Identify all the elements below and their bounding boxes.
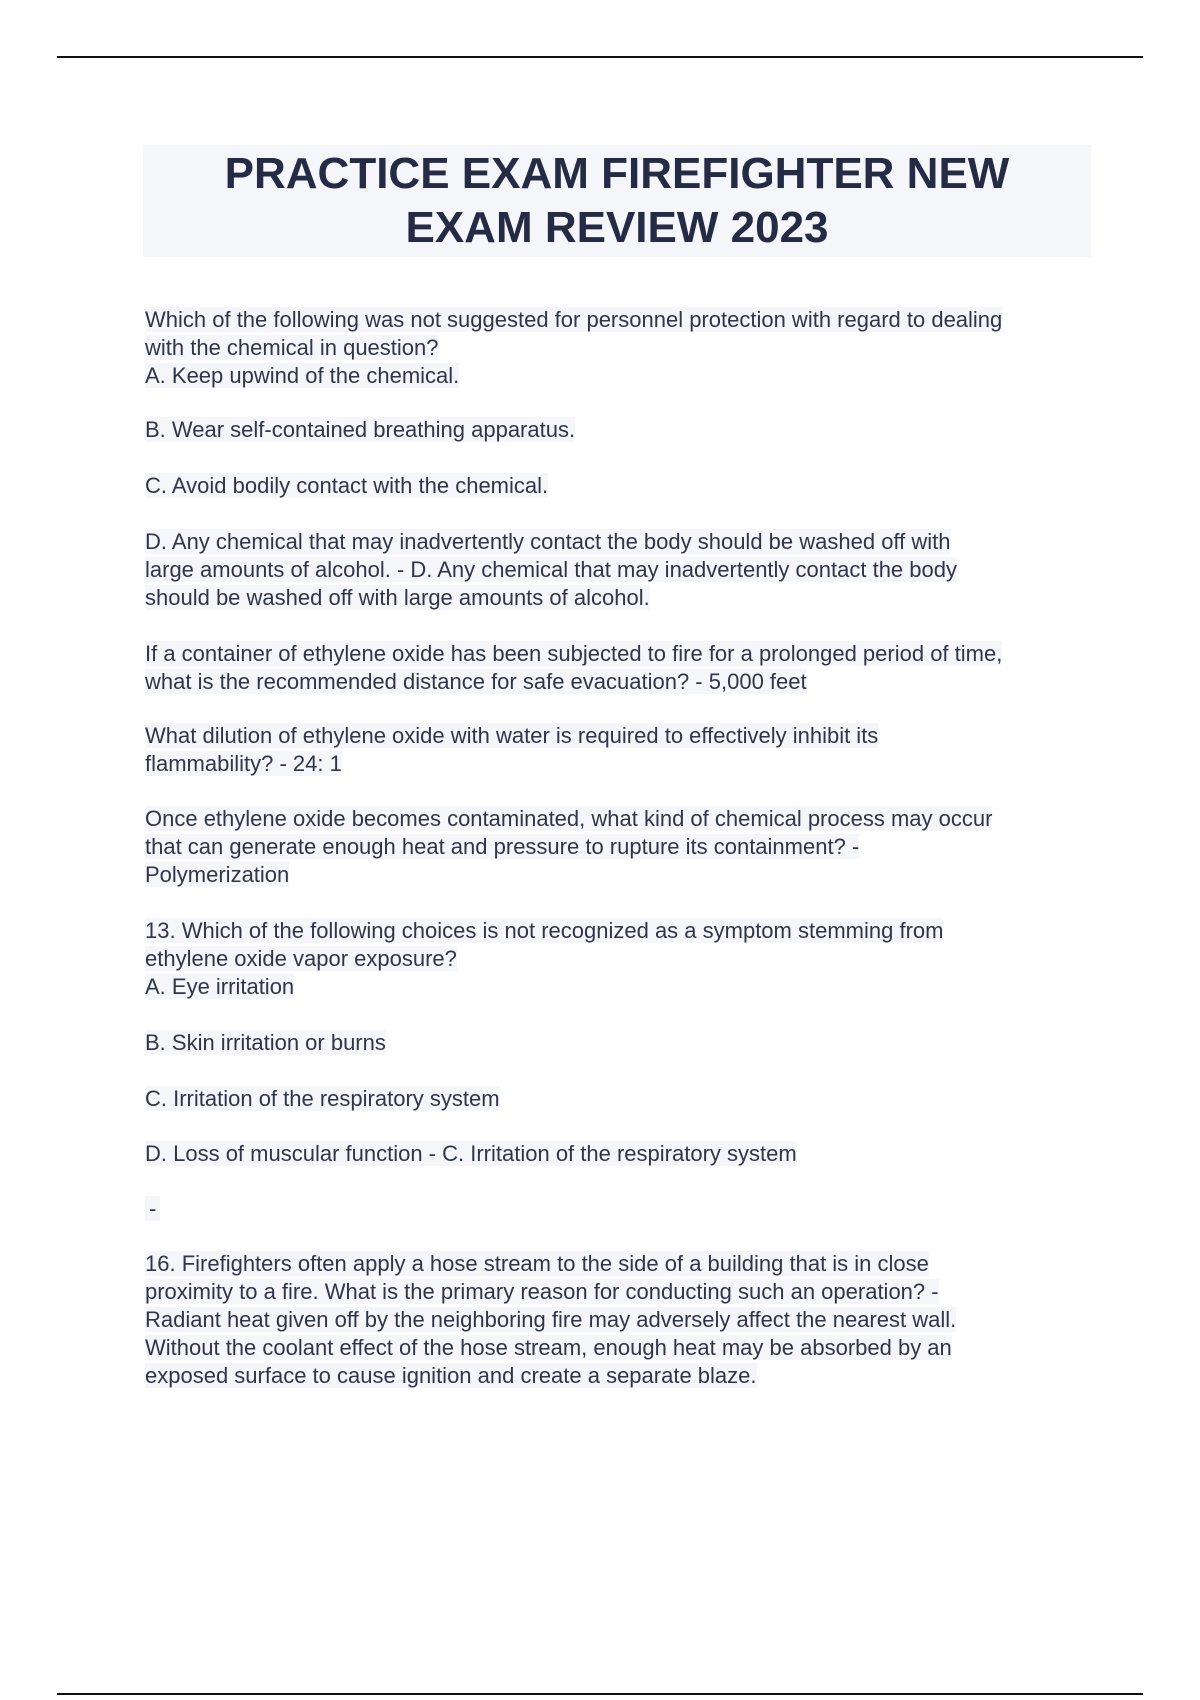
qa-item xyxy=(145,640,1090,696)
text-line: Which of the following was not suggested for personnel protection with regard to dealing xyxy=(145,307,1003,332)
qa-item xyxy=(145,1085,1090,1113)
qa-item xyxy=(145,722,1090,778)
qa-item xyxy=(145,1250,1090,1390)
text-line: - xyxy=(145,1196,160,1221)
page-title xyxy=(225,147,1010,255)
text-line: A. Eye irritation xyxy=(145,974,295,999)
text-line: D. Loss of muscular function - C. Irritation of the respiratory system xyxy=(145,1141,797,1166)
text-line: C. Avoid bodily contact with the chemical. xyxy=(145,473,549,498)
text-line: B. Skin irritation or burns xyxy=(145,1030,386,1055)
title-line: EXAM REVIEW 2023 xyxy=(405,203,829,252)
text-line: large amounts of alcohol. - D. Any chemical that may inadvertently contact the body xyxy=(145,557,957,582)
text-line: 16. Firefighters often apply a hose stream to the side of a building that is in close xyxy=(145,1251,929,1276)
text-line: D. Any chemical that may inadvertently contact the body should be washed off with xyxy=(145,529,951,554)
qa-item xyxy=(145,528,1090,612)
bottom-rule xyxy=(57,1693,1143,1695)
text-line: with the chemical in question? xyxy=(145,335,439,360)
qa-item xyxy=(145,416,1090,444)
text-line: exposed surface to cause ignition and create a separate blaze. xyxy=(145,1363,757,1388)
text-line: Polymerization xyxy=(145,862,290,887)
text-line: Without the coolant effect of the hose stream, enough heat may be absorbed by an xyxy=(145,1335,952,1360)
text-line: What dilution of ethylene oxide with water is required to effectively inhibit its xyxy=(145,723,879,748)
text-line: flammability? - 24: 1 xyxy=(145,751,342,776)
qa-item xyxy=(145,306,1090,390)
text-line: Radiant heat given off by the neighboring fire may adversely affect the nearest wall. xyxy=(145,1307,957,1332)
title-banner xyxy=(143,145,1091,257)
text-line: should be washed off with large amounts of alcohol. xyxy=(145,585,650,610)
document-body xyxy=(145,306,1090,1390)
qa-item xyxy=(145,917,1090,1001)
text-line: proximity to a fire. What is the primary reason for conducting such an operation? - xyxy=(145,1279,939,1304)
title-line: PRACTICE EXAM FIREFIGHTER NEW xyxy=(224,149,1010,198)
qa-item xyxy=(145,805,1090,889)
text-line: A. Keep upwind of the chemical. xyxy=(145,363,460,388)
qa-item xyxy=(145,472,1090,500)
qa-item xyxy=(145,1029,1090,1057)
text-line: 13. Which of the following choices is not recognized as a symptom stemming from xyxy=(145,918,944,943)
top-rule xyxy=(57,56,1143,58)
text-line: If a container of ethylene oxide has been subjected to fire for a prolonged period of time, xyxy=(145,641,1003,666)
qa-item xyxy=(145,1195,1090,1223)
text-line: C. Irritation of the respiratory system xyxy=(145,1086,500,1111)
text-line: B. Wear self-contained breathing apparatus. xyxy=(145,417,576,442)
text-line: ethylene oxide vapor exposure? xyxy=(145,946,457,971)
qa-item xyxy=(145,1140,1090,1168)
text-line: Once ethylene oxide becomes contaminated, what kind of chemical process may occur xyxy=(145,806,993,831)
text-line: that can generate enough heat and pressure to rupture its containment? - xyxy=(145,834,860,859)
text-line: what is the recommended distance for safe evacuation? - 5,000 feet xyxy=(145,669,807,694)
